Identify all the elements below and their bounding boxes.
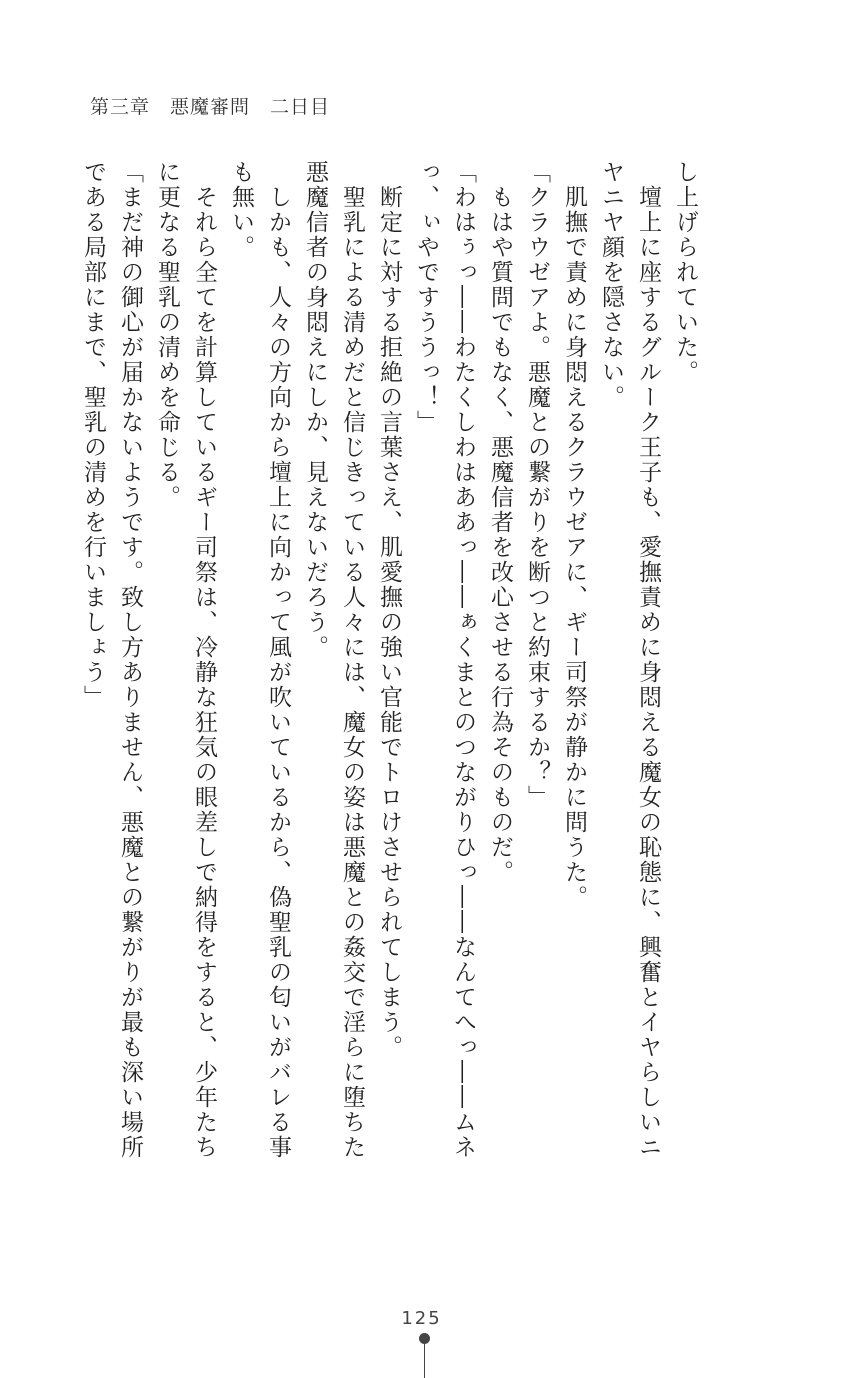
text-line: も無い。: [228, 160, 254, 260]
text-line: 「クラウゼアよ。悪魔との繋がりを断つと約束するか？」: [524, 160, 550, 810]
text-line: 断定に対する拒絶の言葉さえ、肌愛撫の強い官能でトロけさせられてしまう。: [376, 160, 402, 1060]
folio-dot: [419, 1333, 430, 1344]
folio-rule: [424, 1344, 425, 1378]
text-line: ヤニヤ顔を隠さない。: [598, 160, 624, 410]
body-text: [80, 160, 703, 1160]
text-line: し上げられていた。: [672, 160, 698, 385]
text-line: 肌撫で責めに身悶えるクラウゼアに、ギー司祭が静かに問うた。: [561, 160, 587, 910]
text-line: もはや質問でもなく、悪魔信者を改心させる行為そのものだ。: [487, 160, 513, 885]
page-number: 125: [401, 1308, 442, 1329]
text-line: 悪魔信者の身悶えにしか、見えないだろう。: [302, 160, 328, 660]
text-line: っ、ぃやですううっ！」: [413, 160, 439, 435]
text-line: である局部にまで、聖乳の清めを行いましょう」: [80, 160, 106, 710]
text-line: 「わはぅっ――わたくしわはああっ――ぁくまとのつながりひっ――なんてへっ――ムネ: [450, 160, 476, 1160]
text-line: 壇上に座するグルーク王子も、愛撫責めに身悶える魔女の恥態に、興奮とイヤらしいニ: [635, 160, 661, 1160]
running-head: 第三章 悪魔審問 二日目: [90, 96, 331, 118]
text-line: に更なる聖乳の清めを命じる。: [154, 160, 180, 510]
text-line: それら全てを計算しているギー司祭は、冷静な狂気の眼差しで納得をすると、少年たち: [191, 160, 217, 1160]
text-line: 聖乳による清めだと信じきっている人々には、魔女の姿は悪魔との姦交で淫らに堕ちた: [339, 160, 365, 1160]
text-line: しかも、人々の方向から壇上に向かって風が吹いているから、偽聖乳の匂いがバレる事: [265, 160, 291, 1160]
text-line: 「まだ神の御心が届かないようです。致し方ありません、悪魔との繋がりが最も深い場所: [117, 160, 143, 1160]
